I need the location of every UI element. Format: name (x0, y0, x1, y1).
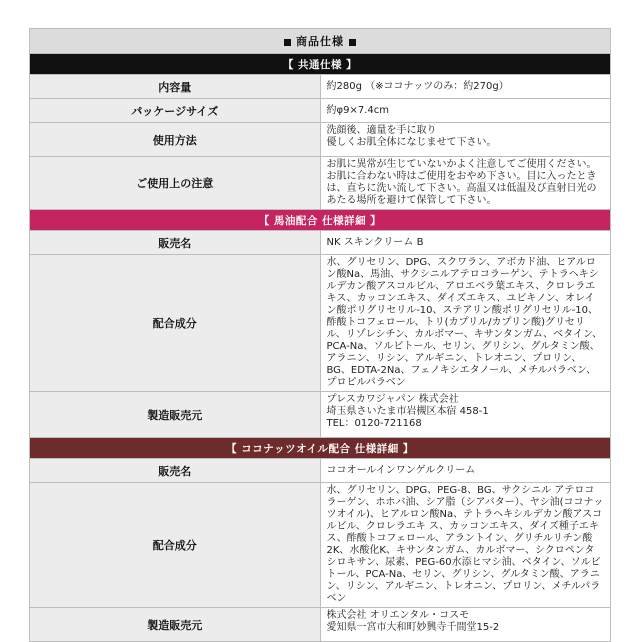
row-value: お肌に異常が生じていないかよく注意してご使用ください。お肌に合わない時はご使用をおやめ下さい。目に入ったときは、直ちに洗い流して下さい。高温又は低温及び直射日光のあたる場所を避けて保管して下さい。 (320, 157, 611, 210)
row-label: 使用方法 (30, 123, 321, 157)
row-label: 配合成分 (30, 255, 321, 392)
spec-sheet (29, 28, 611, 642)
row-value: 約φ9×7.4cm (320, 99, 611, 123)
row-label: ご使用上の注意 (30, 157, 321, 210)
row-value: 水、グリセリン、DPG、スクワラン、アボカド油、ヒアルロン酸Na、馬油、サクシニルアテロコラーゲン、テトラヘキシルデカン酸アスコルビル、アロエベラ葉エキス、クロレラエキス、カッコンエキス、ダイズエキス、ユビキノン、オレイン酸ポリグリセリル-10、ステアリン酸ポリグリセリル-10、酢酸トコフェロール、トリ(カプリル/カプリン酸)グリセリル、リゾレシチン、カルボマー、キサンタンガム、ベタイン、PCA-Na、ソルビトール、セリン、グリシン、グルタミン酸、アラニン、リシン、アルギニン、トレオニン、プロリン、BG、EDTA-2Na、フェノキシエタノール、メチルパラベン、プロピルパラベン (320, 255, 611, 392)
spec-table (29, 28, 611, 642)
row-value: 水、グリセリン、DPG、PEG-8、BG、サクシニル アテロコラーゲン、ホホバ油、シア脂（シアバター）、ヤシ油(ココナッツオイル)、ヒアルロン酸Na、テトラヘキシルデカン酸アスコルビル、クロレラエキ ス、カッコンエキス、ダイズ種子エキス、酢酸トコフェロール、アラントイン、グリチルリチン酸2K、水酸化K、キサンタンガム、カルボマー、シクロペンタ シロキサン、尿素、PEG-60水添ヒマシ油、ベタイン、ソルビトール、PCA-Na、セリン、グリシン、グルタミン酸、アラニン、リシン、アルギニン、トレオニン、プロリン、メチルパラベン (320, 483, 611, 608)
row-label: 販売名 (30, 459, 321, 483)
row-label: 製造販売元 (30, 392, 321, 438)
row-label: 販売名 (30, 231, 321, 255)
spec-header-title: 商品仕様 (296, 35, 344, 48)
black-square-icon (349, 39, 356, 46)
black-square-icon (284, 39, 291, 46)
spec-header (30, 29, 611, 54)
row-value: ココオールインワンゲルクリーム (320, 459, 611, 483)
horse-oil-spec-band: 【 馬油配合 仕様詳細 】 (30, 210, 611, 231)
row-value: 株式会社 オリエンタル・コスモ 愛知県一宮市大和町妙興寺千間堂15-2 (320, 608, 611, 642)
row-value: プレスカワジャパン 株式会社 埼玉県さいたま市岩槻区本宿 458-1 TEL：0120-721168 (320, 392, 611, 438)
row-label: パッケージサイズ (30, 99, 321, 123)
common-spec-band: 【 共通仕様 】 (30, 54, 611, 75)
row-value: NK スキンクリーム B (320, 231, 611, 255)
row-label: 内容量 (30, 75, 321, 99)
row-value: 約280g （※ココナッツのみ：約270g） (320, 75, 611, 99)
row-label: 製造販売元 (30, 608, 321, 642)
row-label: 配合成分 (30, 483, 321, 608)
coconut-oil-spec-band: 【 ココナッツオイル配合 仕様詳細 】 (30, 438, 611, 459)
row-value: 洗顔後、適量を手に取り 優しくお肌全体になじませて下さい。 (320, 123, 611, 157)
